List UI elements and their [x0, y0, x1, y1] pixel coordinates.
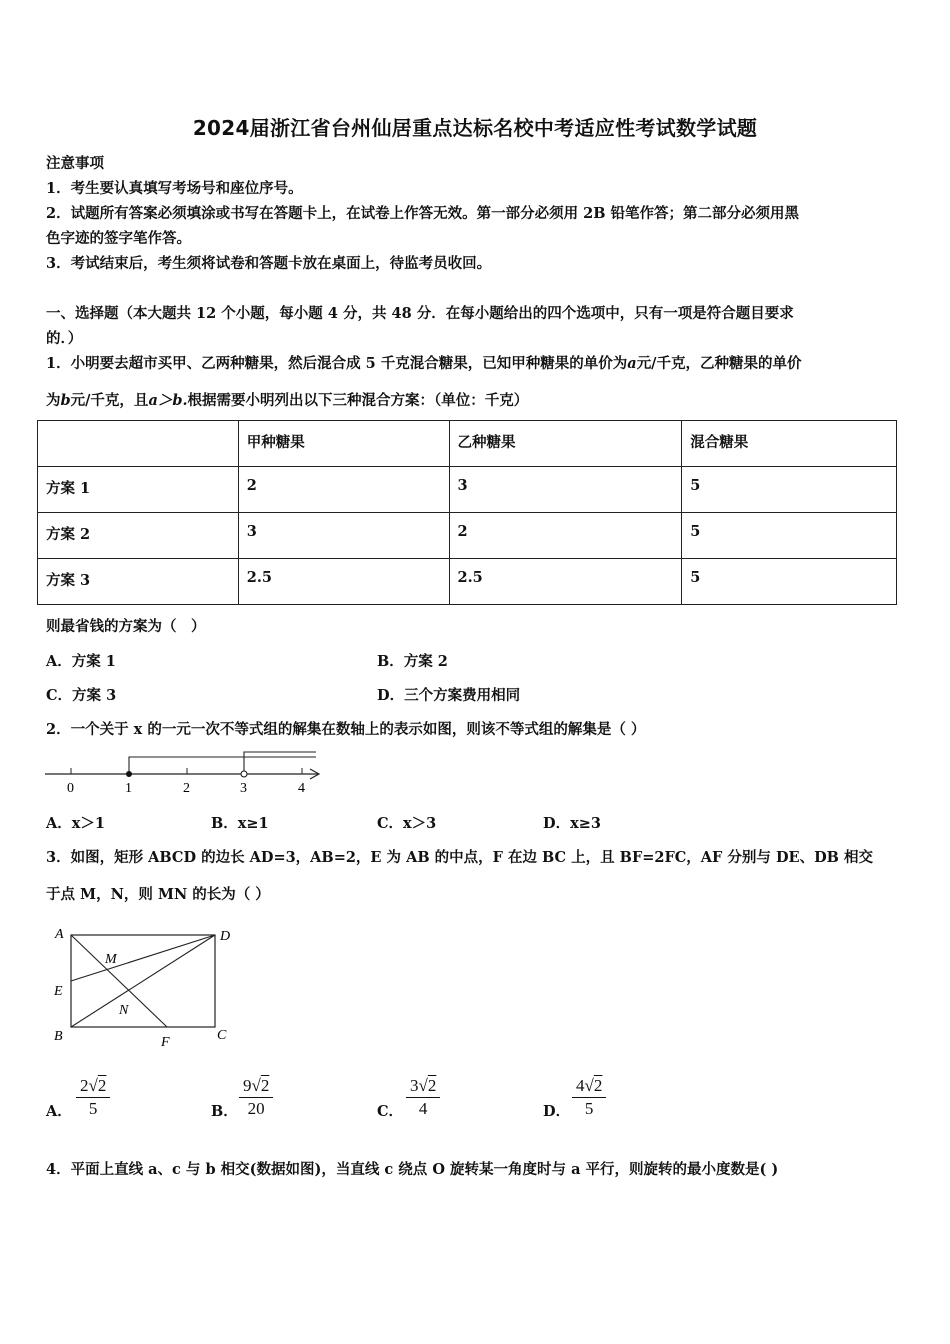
table-row — [38, 467, 897, 513]
fraction-numerator: 2√2 — [76, 1076, 110, 1098]
q3-option-c-fraction[interactable] — [406, 1076, 440, 1119]
table-cell: 3 — [238, 513, 449, 559]
q1-option-d[interactable]: D．三个方案费用相同 — [377, 687, 521, 704]
q3-rectangle-figure — [48, 920, 244, 1052]
section-heading-line-1: 一、选择题（本大题共 12 个小题，每小题 4 分，共 48 分．在每小题给出的四个选项中，只有一项是符合题目要求 — [46, 305, 794, 322]
radicand: 2 — [593, 1076, 603, 1095]
solution-ray-3 — [244, 752, 316, 774]
table-header-row — [38, 421, 897, 467]
q1-condition: a＞b. — [148, 392, 188, 409]
table-cell: 方案 3 — [38, 559, 239, 605]
q3-option-a-fraction[interactable] — [76, 1076, 110, 1119]
q1-stem-line-2 — [46, 389, 528, 410]
q1-stem-line2-pre: 为 — [46, 392, 61, 409]
q4-stem: 4．平面上直线 a、c 与 b 相交(数据如图)，当直线 c 绕点 O 旋转某一角度时与 a 平行，则旋转的最小度数是( ) — [46, 1161, 779, 1178]
axis-label: 0 — [67, 781, 74, 796]
table-header-cell: 混合糖果 — [682, 421, 897, 467]
notice-line-2b: 色字迹的签字笔作答。 — [46, 230, 191, 247]
solid-point — [126, 771, 132, 777]
notice-line-2a: 2．试题所有答案必须填涂或书写在答题卡上，在试卷上作答无效。第一部分必须用 2B 铅笔作答；第二部分必须用黑 — [46, 205, 800, 222]
page-title: 2024届浙江省台州仙居重点达标名校中考适应性考试数学试题 — [192, 116, 758, 140]
radicand: 2 — [97, 1076, 107, 1095]
table-cell: 5 — [682, 513, 897, 559]
fraction-denominator: 20 — [247, 1099, 265, 1118]
q1-stem-post: 元/千克，乙种糖果的单价 — [636, 355, 802, 372]
notice-line-3: 3．考试结束后，考生须将试卷和答题卡放在桌面上，待监考员收回。 — [46, 255, 492, 272]
q1-var-a: a — [627, 355, 637, 372]
q2-stem: 2．一个关于 x 的一元一次不等式组的解集在数轴上的表示如图，则该不等式组的解集是（ ） — [46, 721, 646, 738]
table-cell: 2.5 — [449, 559, 682, 605]
q3-stem-line-2: 于点 M，N，则 MN 的长为（ ） — [46, 886, 270, 903]
q1-var-b: b — [60, 392, 71, 409]
point-label-d: D — [220, 929, 231, 944]
coefficient: 9 — [243, 1076, 252, 1095]
point-label-a: A — [55, 927, 64, 942]
point-label-f: F — [161, 1035, 170, 1050]
segment-de — [71, 935, 215, 981]
fraction-numerator: 4√2 — [572, 1076, 606, 1098]
q2-option-b[interactable]: B．x≥1 — [211, 815, 269, 832]
table-cell: 3 — [449, 467, 682, 513]
point-label-m: M — [105, 952, 117, 967]
notice-line-1: 1．考生要认真填写考场号和座位序号。 — [46, 180, 303, 197]
radicand: 2 — [260, 1076, 270, 1095]
point-label-c: C — [217, 1028, 227, 1043]
q1-stem-line-1 — [46, 352, 801, 373]
q3-option-a-label[interactable]: A． — [46, 1103, 72, 1120]
radicand: 2 — [427, 1076, 437, 1095]
table-cell: 5 — [682, 559, 897, 605]
q3-stem-line-1: 3．如图，矩形 ABCD 的边长 AD=3，AB=2，E 为 AB 的中点，F 在边 BC 上，且 BF=2FC，AF 分别与 DE、DB 相交 — [46, 849, 873, 866]
coefficient: 2 — [80, 1076, 89, 1095]
segment-db — [71, 935, 215, 1027]
table-cell: 5 — [682, 467, 897, 513]
q1-stem-line2-mid: 元/千克，且 — [70, 392, 149, 409]
q1-option-a[interactable]: A．方案 1 — [46, 653, 116, 670]
q1-option-c[interactable]: C．方案 3 — [46, 687, 117, 704]
q1-scheme-table — [37, 420, 897, 605]
coefficient: 4 — [576, 1076, 585, 1095]
q1-stem-line2-post: 根据需要小明列出以下三种混合方案：（单位：千克） — [187, 392, 529, 409]
table-cell: 2 — [449, 513, 682, 559]
point-label-b: B — [54, 1029, 63, 1044]
notice-heading: 注意事项 — [46, 155, 104, 172]
q3-option-b-fraction[interactable] — [239, 1076, 273, 1119]
table-cell: 方案 1 — [38, 467, 239, 513]
table-header-cell — [38, 421, 239, 467]
point-label-e: E — [54, 984, 63, 999]
q2-option-d[interactable]: D．x≥3 — [543, 815, 601, 832]
q3-option-d-label[interactable]: D． — [543, 1103, 571, 1120]
axis-label: 4 — [298, 781, 305, 796]
table-row — [38, 513, 897, 559]
table-header-cell: 乙种糖果 — [449, 421, 682, 467]
q2-number-line — [40, 748, 325, 800]
hollow-point — [241, 771, 247, 777]
q1-stem-pre: 1．小明要去超市买甲、乙两种糖果，然后混合成 5 千克混合糖果，已知甲种糖果的单价为 — [46, 355, 628, 372]
fraction-numerator: 3√2 — [406, 1076, 440, 1098]
q3-option-d-fraction[interactable] — [572, 1076, 606, 1119]
axis-label: 2 — [183, 781, 190, 796]
q3-option-b-label[interactable]: B． — [211, 1103, 238, 1120]
fraction-numerator: 9√2 — [239, 1076, 273, 1098]
table-cell: 2.5 — [238, 559, 449, 605]
fraction-denominator: 4 — [418, 1099, 428, 1118]
q1-question: 则最省钱的方案为（ ） — [46, 618, 206, 635]
q3-option-c-label[interactable]: C． — [377, 1103, 404, 1120]
q2-option-c[interactable]: C．x＞3 — [377, 815, 437, 832]
solution-ray-1 — [129, 757, 316, 774]
table-header-cell: 甲种糖果 — [238, 421, 449, 467]
fraction-denominator: 5 — [584, 1099, 594, 1118]
table-cell: 方案 2 — [38, 513, 239, 559]
q1-option-b[interactable]: B．方案 2 — [377, 653, 448, 670]
point-label-n: N — [119, 1003, 129, 1018]
fraction-denominator: 5 — [88, 1099, 98, 1118]
coefficient: 3 — [410, 1076, 419, 1095]
table-cell: 2 — [238, 467, 449, 513]
axis-label: 1 — [125, 781, 132, 796]
q2-option-a[interactable]: A．x＞1 — [46, 815, 105, 832]
section-heading-line-2: 的．） — [46, 330, 83, 347]
table-row — [38, 559, 897, 605]
axis-label: 3 — [240, 781, 247, 796]
